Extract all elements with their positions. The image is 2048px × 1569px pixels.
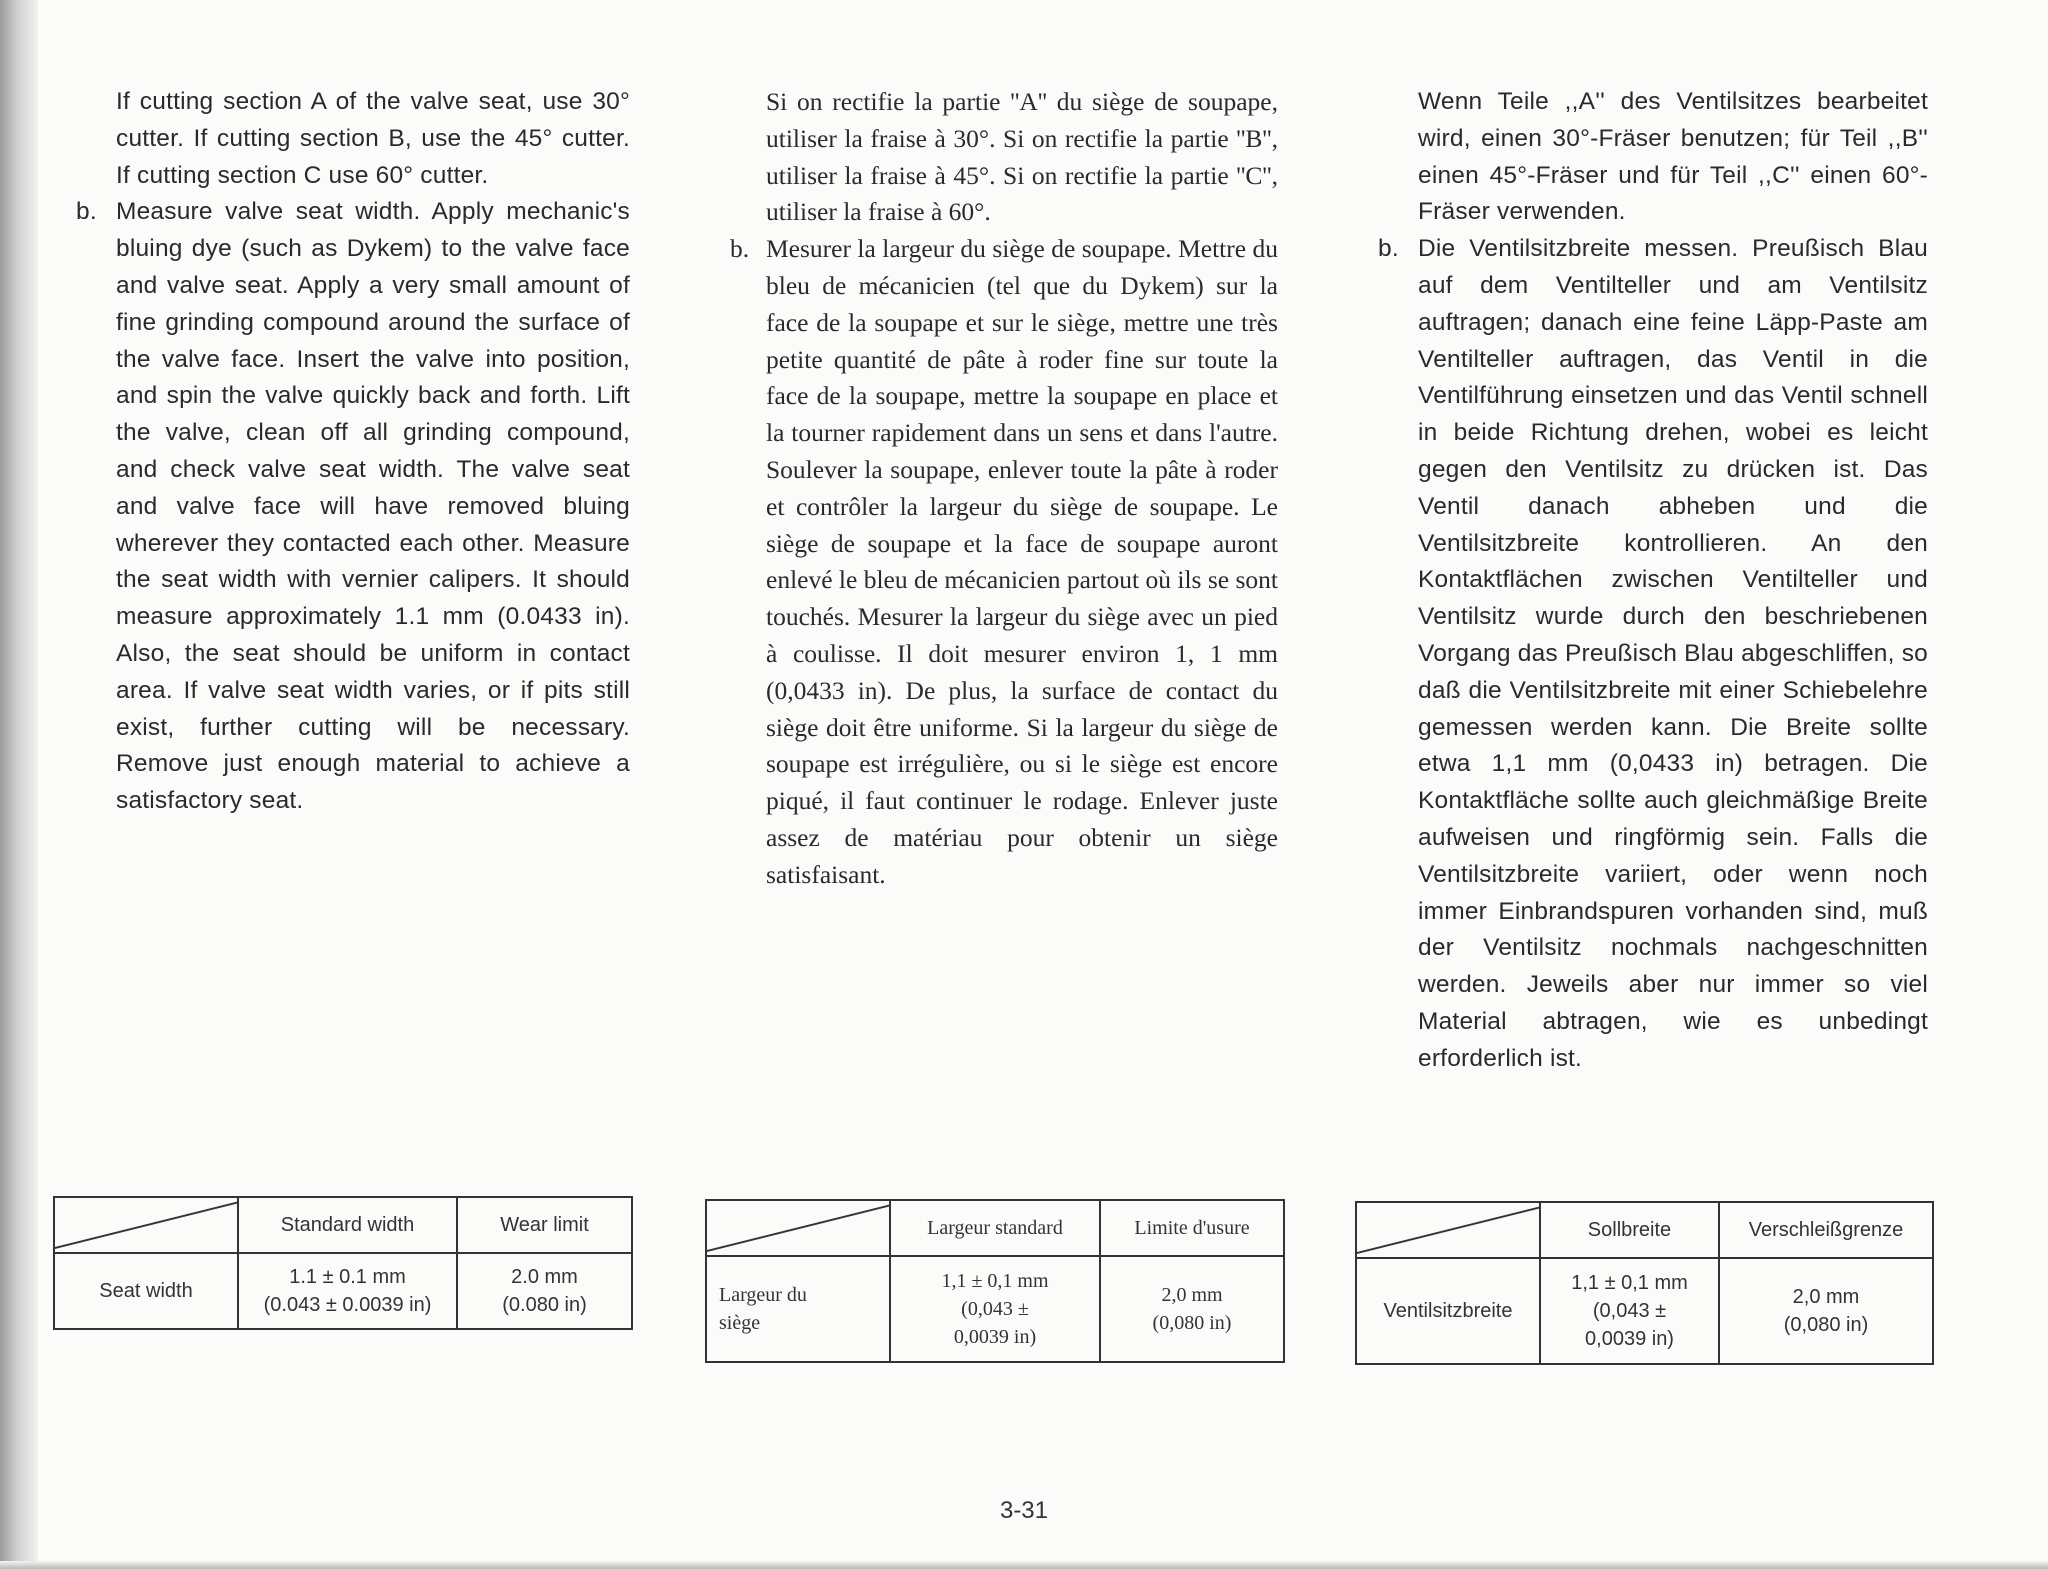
french-spec-table bbox=[705, 1199, 1285, 1363]
limit-value-mm: 2.0 mm bbox=[511, 1266, 578, 1288]
limit-value-in: (0.080 in) bbox=[502, 1294, 587, 1316]
column-header-standard: Sollbreite bbox=[1540, 1202, 1719, 1258]
row-label-line-2: siège bbox=[719, 1312, 761, 1334]
german-item-b bbox=[1378, 231, 1928, 1077]
column-header-standard: Standard width bbox=[238, 1197, 457, 1253]
german-item-b-text: Die Ventilsitzbreite messen. Preußisch Blau auf dem Ventilteller und am Ventilsitz auftragen; danach eine feine Läpp-Paste am Ventilteller auftragen, das Ventil in die Ventilführung einsetzen und das Ventil schnell in beide Richtung drehen, wobei es leicht gegen den Ventilsitz zu drücken ist. Das Ventil danach abheben und die Ventilsitzbreite kontrollieren. An den Kontaktflächen zwischen Ventilteller und Ventilsitz wurde durch den beschriebenen Vorgang das Preußisch Blau abgeschliffen, so daß die Ventilsitzbreite mit einer Schiebelehre gemessen werden kann. Die Breite sollte etwa 1,1 mm (0,0433 in) betragen. Die Kontaktfläche sollte auch gleichmäßige Breite aufweisen und ringförmig sein. Falls die Ventilsitzbreite variiert, oder wenn noch immer Einbrandspuren vorhanden sind, muß der Ventilsitz nochmals nachgeschnitten werden. Jeweils aber nur immer so viel Material abtragen, wie es unbedingt erforderlich ist. bbox=[1418, 235, 1928, 1072]
german-spec-table bbox=[1355, 1201, 1934, 1365]
standard-value-cell bbox=[1540, 1258, 1719, 1364]
limit-value-in: (0,080 in) bbox=[1152, 1312, 1232, 1334]
limit-value-in: (0,080 in) bbox=[1783, 1314, 1869, 1336]
page-number: 3-31 bbox=[999, 1497, 1049, 1524]
german-intro-paragraph: Wenn Teile ,,A'' des Ventilsitzes bearbeitet wird, einen 30°-Fräser benutzen; für Teil ,,B'' einen 45°-Fräser und für Teil ,,C'' einen 60°-Fräser verwenden. bbox=[1418, 88, 1928, 226]
row-label-seat-width bbox=[706, 1256, 890, 1362]
standard-value-cell bbox=[890, 1256, 1100, 1362]
standard-value-line-1: 1,1 ± 0,1 mm bbox=[1571, 1272, 1688, 1294]
german-column bbox=[1378, 84, 1928, 1078]
standard-value-line-3: 0,0039 in) bbox=[1585, 1328, 1674, 1350]
row-label-seat-width: Ventilsitzbreite bbox=[1356, 1258, 1540, 1364]
standard-value-line-2: (0,043 ± bbox=[961, 1298, 1029, 1320]
english-item-b-marker: b. bbox=[76, 198, 97, 226]
french-item-b bbox=[730, 231, 1278, 893]
table-corner-cell bbox=[1356, 1202, 1540, 1258]
french-intro-paragraph: Si on rectifie la partie ''A'' du siège de soupape, utiliser la fraise à 30°. Si on rectifie la partie ''B'', utiliser la fraise à 45°. Si on rectifie la partie ''C'', utiliser la fraise à 60°. bbox=[766, 87, 1278, 227]
french-item-b-text: Mesurer la largeur du siège de soupape. Mettre du bleu de mécanicien (tel que du Dykem) sur la face de la soupape et sur le siège, mettre une très petite quantité de pâte à roder fine sur toute la face de la soupape, mettre la soupape en place et la tourner rapidement dans un sens et dans l'autre. Soulever la soupape, enlever toute la pâte à roder et contrôler la largeur du siège de soupape. Le siège de soupape et la face de soupape auront enlevé le bleu de mécanicien partout où ils se sont touchés. Mesurer la largeur du siège avec un pied à coulisse. Il doit mesurer environ 1, 1 mm (0,0433 in). De plus, la surface de contact du siège doit être uniforme. Si la largeur du siège de soupape est irrégulière, ou si le siège est encore piqué, il faut continuer le rodage. Enlever juste assez de matériau pour obtenir un siège satisfaisant. bbox=[766, 234, 1278, 889]
page-bottom-edge bbox=[0, 1561, 2048, 1569]
english-item-b-text: Measure valve seat width. Apply mechanic's bluing dye (such as Dykem) to the valve face and valve seat. Apply a very small amount of fine grinding compound around the surface of the valve face. Insert the valve into position, and spin the valve quickly back and forth. Lift the valve, clean off all grinding compound, and check valve seat width. The valve seat and valve face will have removed bluing wherever they contacted each other. Measure the seat width with vernier calipers. It should measure approximately 1.1 mm (0.0433 in). Also, the seat should be uniform in contact area. If valve seat width varies, or if pits still exist, further cutting will be necessary. Remove just enough material to achieve a satisfactory seat. bbox=[116, 198, 630, 815]
french-column bbox=[730, 84, 1278, 894]
english-spec-table bbox=[53, 1196, 633, 1330]
french-item-b-marker: b. bbox=[730, 234, 750, 264]
limit-value-mm: 2,0 mm bbox=[1792, 1286, 1860, 1308]
standard-value-cell bbox=[238, 1253, 457, 1329]
table-corner-cell bbox=[54, 1197, 238, 1253]
standard-value-mm: 1.1 ± 0.1 mm bbox=[289, 1266, 406, 1288]
limit-value-cell bbox=[1719, 1258, 1933, 1364]
standard-value-line-1: 1,1 ± 0,1 mm bbox=[941, 1270, 1049, 1292]
standard-value-line-3: 0,0039 in) bbox=[953, 1326, 1037, 1348]
standard-value-line-2: (0,043 ± bbox=[1592, 1300, 1667, 1322]
limit-value-mm: 2,0 mm bbox=[1161, 1284, 1223, 1306]
limit-value-cell bbox=[457, 1253, 632, 1329]
standard-value-in: (0.043 ± 0.0039 in) bbox=[263, 1294, 432, 1316]
german-item-b-marker: b. bbox=[1378, 235, 1399, 263]
row-label-seat-width: Seat width bbox=[54, 1253, 238, 1329]
english-item-b bbox=[76, 194, 630, 820]
row-label-line-1: Largeur du bbox=[719, 1284, 807, 1306]
english-column bbox=[76, 84, 630, 820]
table-corner-cell bbox=[706, 1200, 890, 1256]
column-header-limit: Verschleißgrenze bbox=[1719, 1202, 1933, 1258]
page-binding-shadow bbox=[0, 0, 38, 1569]
column-header-limit: Wear limit bbox=[457, 1197, 632, 1253]
limit-value-cell bbox=[1100, 1256, 1284, 1362]
column-header-standard: Largeur standard bbox=[890, 1200, 1100, 1256]
column-header-limit: Limite d'usure bbox=[1100, 1200, 1284, 1256]
english-intro-paragraph: If cutting section A of the valve seat, use 30° cutter. If cutting section B, use the 45° cutter. If cutting section C use 60° cutter. bbox=[116, 88, 630, 189]
